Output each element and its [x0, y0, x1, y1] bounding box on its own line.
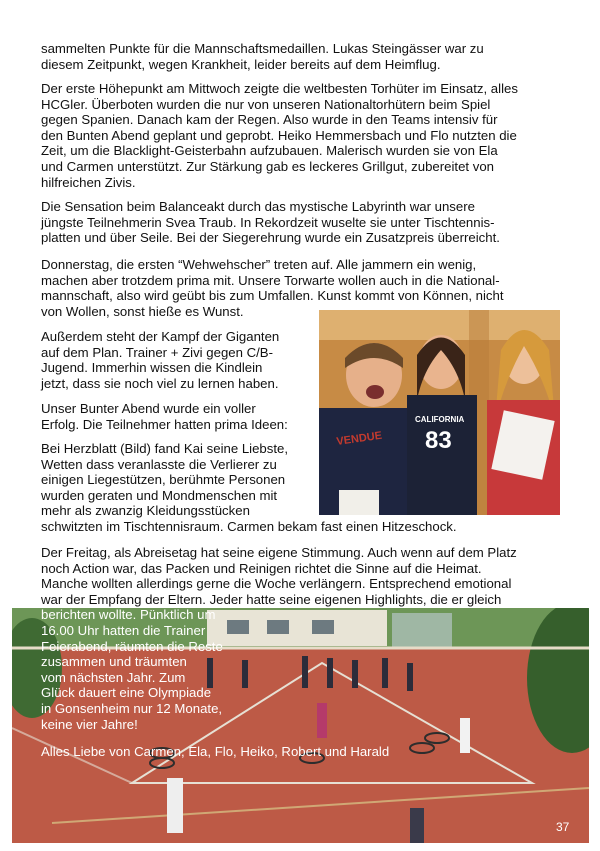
text-line: Feierabend, räumten die Reste: [41, 638, 223, 654]
paragraph-labyrinth: [41, 199, 563, 246]
text-line: in Gonsenheim nur 12 Monate,: [41, 700, 223, 716]
text-line: zusammen und träumten: [41, 654, 187, 670]
paragraph-freitag: [41, 545, 563, 732]
text-line: Außerdem steht der Kampf der Giganten: [41, 329, 280, 344]
text-line: von Wollen, sonst hieße es Wunst.: [41, 303, 244, 319]
text-line: Donnerstag, die ersten “Wehwehscher” treten auf. Alle jammern ein wenig,: [41, 257, 477, 272]
text-line: einigen Liegestützen, berühmte Personen: [41, 472, 286, 488]
text-line: Der erste Höhepunkt am Mittwoch zeigte die weltbesten Torhüter im Einsatz, alles: [41, 81, 518, 96]
text-line: 16.00 Uhr hatten die Trainer: [41, 622, 206, 638]
shirt-text-number: 83: [425, 427, 452, 454]
text-line: Der Freitag, als Abreisetag hat seine eigene Stimmung. Auch wenn auf dem Platz: [41, 545, 517, 560]
text-line: Manche wollten allerdings gerne die Woche verlängern. Entsprechend emotional: [41, 576, 512, 592]
text-line: Glück dauert eine Olympiade: [41, 685, 212, 701]
text-line: berichten wollte. Pünktlich um: [41, 607, 216, 623]
text-line: diesem Zeitpunkt, wegen Krankheit, leider bereits auf dem Heimflug.: [41, 56, 441, 72]
paragraph-bunter-abend: [41, 401, 563, 432]
shirt-text-california: CALIFORNIA: [415, 415, 465, 424]
text-line: mehr als zwanzig Kleidungsstücken: [41, 503, 250, 519]
text-line: war der Empfang der Eltern. Jeder hatte seine eigenen Highlights, die er gleich: [41, 591, 502, 607]
text-line: machen aber trotzdem prima mit. Unsere Torwarte wollen auch in die National-: [41, 272, 500, 288]
text-line: schwitzten im Tischtennisraum. Carmen bekam fast einen Hitzeschock.: [41, 518, 457, 534]
text-line: noch Action war, das Packen und Reinigen richtet die Sinne auf die Heimat.: [41, 560, 482, 576]
svg-text:VENDUE: VENDUE: [335, 429, 383, 448]
paragraph-donnerstag: [41, 257, 563, 319]
text-line: mannschaft, also wird geübt bis zum Umfallen. Kunst kommt von Können, nicht: [41, 288, 504, 304]
paragraph-greeting: [41, 744, 563, 760]
text-line: gegen Spanien. Danach kam der Regen. Also wurde in den Teams intensiv für: [41, 112, 498, 128]
text-line: Unser Bunter Abend wurde ein voller: [41, 401, 256, 416]
text-line: Alles Liebe von Carmen, Ela, Flo, Heiko, Robert und Harald: [41, 744, 390, 759]
paragraph-mittwoch: [41, 81, 563, 190]
text-line: keine vier Jahre!: [41, 716, 138, 732]
text-line: den Bunten Abend geplant und geprobt. Heiko Hemmersbach und Flo nutzten die: [41, 127, 517, 143]
text-line: Erfolg. Die Teilnehmer hatten prima Ideen:: [41, 416, 288, 432]
text-line: Jugend. Immerhin wissen die Kindlein: [41, 360, 263, 376]
text-line: jetzt, dass sie noch viel zu lernen haben.: [41, 375, 279, 391]
text-line: sammelten Punkte für die Mannschaftsmedaillen. Lukas Steingässer war zu: [41, 41, 484, 56]
page-number: 37: [556, 820, 570, 834]
text-line: Die Sensation beim Balanceakt durch das mystische Labyrinth war unsere: [41, 199, 475, 214]
paragraph-herzblatt: [41, 441, 563, 535]
text-line: Wetten dass veranlasste die Verlierer zu: [41, 456, 277, 472]
text-line: wurden geraten und Mondmenschen mit: [41, 487, 278, 503]
paragraph-giganten: [41, 329, 563, 391]
text-line: vom nächsten Jahr. Zum: [41, 669, 186, 685]
text-line: jüngste Teilnehmerin Svea Traub. In Rekordzeit wuselte sie unter Tischtennis-: [41, 214, 495, 230]
text-line: Bei Herzblatt (Bild) fand Kai seine Liebste,: [41, 441, 289, 456]
text-line: Zeit, um die Blacklight-Geisterbahn aufzubauen. Malerisch wurden sie von Ela: [41, 143, 498, 159]
text-line: HCGler. Überboten wurden die nur von unseren Nationaltorhütern beim Spiel: [41, 96, 491, 112]
text-line: hilfreichen Zivis.: [41, 174, 136, 190]
text-line: auf dem Plan. Trainer + Zivi gegen C/B-: [41, 344, 273, 360]
text-line: und Carmen unterstützt. Zur Stärkung gab es leckeres Grillgut, zubereitet von: [41, 158, 494, 174]
paragraph-medaillen: [41, 41, 563, 72]
text-line: platten und über Seile. Bei der Siegerehrung wurde ein Zusatzpreis überreicht.: [41, 230, 500, 246]
